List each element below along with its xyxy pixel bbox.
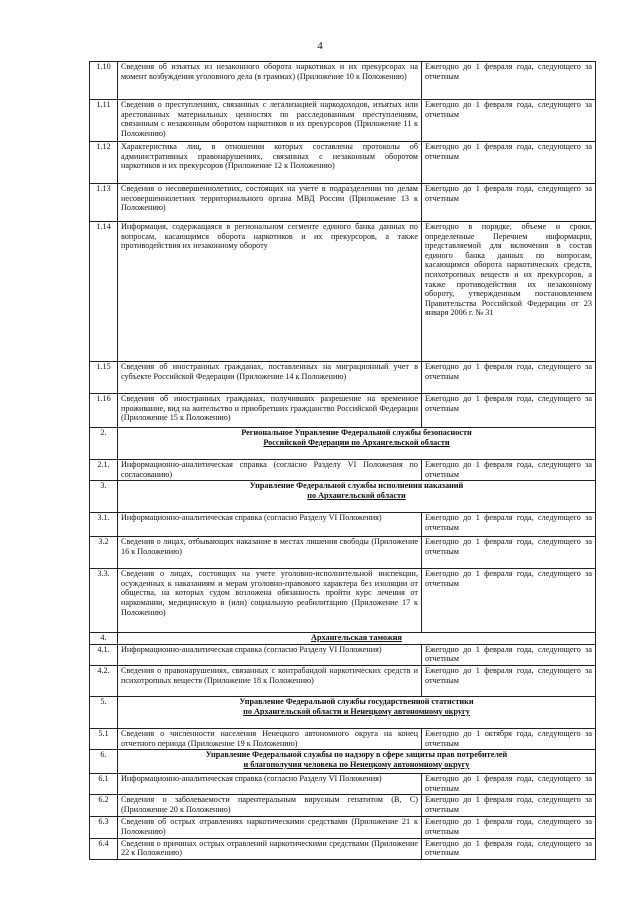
item-deadline: Ежегодно до 1 февраля года, следующего за отчетным [422,100,596,142]
item-deadline: Ежегодно до 1 февраля года, следующего за отчетным [422,665,596,696]
section-heading-line1: Управление Федеральной службы исполнения наказаний [249,481,464,491]
row-number: 1.15 [90,362,118,394]
item-description: Информационно-аналитическая справка (согласно Разделу VI Положения) [118,513,422,537]
section-heading [118,633,596,645]
item-deadline: Ежегодно до 1 октября года, следующего за отчетным [422,728,596,749]
item-deadline: Ежегодно до 1 февраля года, следующего за отчетным [422,460,596,481]
item-deadline: Ежегодно до 1 февраля года, следующего за отчетным [422,513,596,537]
section-row [90,428,596,460]
item-deadline: Ежегодно до 1 февраля года, следующего за отчетным [422,142,596,184]
reporting-table [89,61,596,860]
row-number: 4.2. [90,665,118,696]
section-heading-line2: и благополучия человека по Ненецкому автономному округу [243,759,470,769]
section-row [90,696,596,728]
table-row [90,817,596,838]
table-row [90,362,596,394]
table-row [90,569,596,633]
row-number: 4. [90,633,118,645]
item-description: Сведения о лицах, состоящих на учете уголовно-исполнительной инспекции, осужденных к наказаниям и мерам уголовно-правового характера без изоляции от общества, на которых судом возложена обязанность пройти курс лечения от наркомании, медицинскую и (или) социальную реабилитацию (Приложение 17 к Положению) [118,569,422,633]
section-heading [118,750,596,774]
section-heading-line1: Региональное Управление Федеральной службы безопасности [241,428,472,437]
section-heading [118,481,596,513]
row-number: 5. [90,696,118,728]
table-row [90,795,596,817]
item-deadline: Ежегодно до 1 февраля года, следующего за отчетным [422,184,596,222]
table-row [90,838,596,859]
table-row [90,62,596,100]
table-row [90,184,596,222]
row-number: 1.11 [90,100,118,142]
row-number: 1.10 [90,62,118,100]
row-number: 4.1. [90,644,118,665]
section-heading-line1: Управление Федеральной службы по надзору в сфере защиты прав потребителей [205,750,508,760]
table-row [90,394,596,428]
row-number: 6.4 [90,838,118,859]
item-description: Сведения о заболеваемости парентеральным вирусным гепатитом (B, C) (Приложение 20 к Положению) [118,795,422,817]
table-row [90,460,596,481]
row-number: 1.14 [90,222,118,362]
item-deadline: Ежегодно до 1 февраля года, следующего за отчетным [422,362,596,394]
row-number: 1.12 [90,142,118,184]
table-row [90,774,596,795]
item-description: Сведения об изъятых из незаконного оборота наркотиках и их прекурсорах на момент возбуждения уголовного дела (в граммах) (Приложение 10 к Положению) [118,62,422,100]
item-description: Сведения об острых отравлениях наркотическими средствами (Приложение 21 к Положению) [118,817,422,838]
row-number: 2.1. [90,460,118,481]
row-number: 6. [90,750,118,774]
row-number: 5.1 [90,728,118,749]
item-description: Сведения о причинах острых отравлений наркотическими средствами (Приложение 22 к Положению) [118,838,422,859]
section-row [90,633,596,645]
item-description: Информационно-аналитическая справка (согласно Разделу VI Положения) [118,644,422,665]
item-deadline: Ежегодно до 1 февраля года, следующего за отчетным [422,795,596,817]
item-deadline: Ежегодно до 1 февраля года, следующего за отчетным [422,537,596,569]
section-heading-line2: по Архангельской области [307,490,406,500]
table-row [90,665,596,696]
table-row [90,513,596,537]
item-description: Сведения о лицах, отбывающих наказание в местах лишения свободы (Приложение 16 к Положению) [118,537,422,569]
item-description: Сведения о численности населения Ненецкого автономного округа на конец отчетного периода (Приложение 19 к Положению) [118,728,422,749]
section-heading [118,428,596,460]
item-deadline: Ежегодно до 1 февраля года, следующего за отчетным [422,838,596,859]
item-deadline: Ежегодно до 1 февраля года, следующего за отчетным [422,774,596,795]
table-row [90,100,596,142]
item-description: Информация, содержащаяся в региональном сегменте единого банка данных по вопросам, касающимся оборота наркотиков и их прекурсоров, а также противодействия их незаконному обороту [118,222,422,362]
table-row [90,644,596,665]
section-row [90,481,596,513]
row-number: 3.2 [90,537,118,569]
table-row [90,728,596,749]
item-deadline: Ежегодно до 1 февраля года, следующего за отчетным [422,817,596,838]
section-heading-line1: Управление Федеральной службы государственной статистики [239,696,474,706]
row-number: 6.3 [90,817,118,838]
item-description: Сведения о преступлениях, связанных с легализацией наркодоходов, изъятых или арестованных материальных ценностях по расследованным преступлениям, связанным с незаконным оборотом наркотиков и их прекурсоров (Приложение 11 к Положению) [118,100,422,142]
item-description: Сведения о несовершеннолетних, состоящих на учете в подразделении по делам несовершеннолетних территориального органа МВД России (Приложение 13 к Положению) [118,184,422,222]
row-number: 6.2 [90,795,118,817]
section-heading-line2: Российской Федерации по Архангельской области [263,437,450,447]
table-row [90,222,596,362]
section-heading-line1: Архангельская таможня [311,633,402,643]
row-number: 6.1 [90,774,118,795]
table-row [90,142,596,184]
row-number: 3.3. [90,569,118,633]
section-heading [118,696,596,728]
row-number: 2. [90,428,118,460]
item-description: Сведения об иностранных гражданах, получивших разрешение на временное проживание, вид на жительство и приобретших гражданство Российской Федерации (Приложение 15 к Положению) [118,394,422,428]
table-row [90,537,596,569]
row-number: 3. [90,481,118,513]
row-number: 1.16 [90,394,118,428]
item-deadline: Ежегодно в порядке, объеме и сроки, определенные Перечнем информации, представляемой для включения в состав единого банка данных по вопросам, касающимся оборота наркотических средств, психотропных веществ и их прекурсоров, а также противодействия их незаконному обороту, утвержденным постановлением Правительства Российской Федерации от 23 января 2006 г. № 31 [422,222,596,362]
item-deadline: Ежегодно до 1 февраля года, следующего за отчетным [422,394,596,428]
item-description: Сведения об иностранных гражданах, поставленных на миграционный учет в субъекте Российской Федерации (Приложение 14 к Положению) [118,362,422,394]
item-deadline: Ежегодно до 1 февраля года, следующего за отчетным [422,644,596,665]
item-description: Информационно-аналитическая справка (согласно Разделу VI Положения) [118,774,422,795]
item-deadline: Ежегодно до 1 февраля года, следующего за отчетным [422,569,596,633]
item-deadline: Ежегодно до 1 февраля года, следующего за отчетным [422,62,596,100]
section-heading-line2: по Архангельской области и Ненецкому автономному округу [243,706,470,716]
page-number: 4 [317,40,323,52]
section-row [90,750,596,774]
item-description: Характеристика лиц, в отношении которых составлены протоколы об административных правонарушениях, связанных с незаконным оборотом наркотиков и их прекурсоров (Приложение 12 к Положению) [118,142,422,184]
row-number: 1.13 [90,184,118,222]
item-description: Сведения о правонарушениях, связанных с контрабандой наркотических средств и психотропных веществ (Приложение 18 к Положению) [118,665,422,696]
item-description: Информационно-аналитическая справка (согласно Разделу VI Положения по согласованию) [118,460,422,481]
row-number: 3.1. [90,513,118,537]
